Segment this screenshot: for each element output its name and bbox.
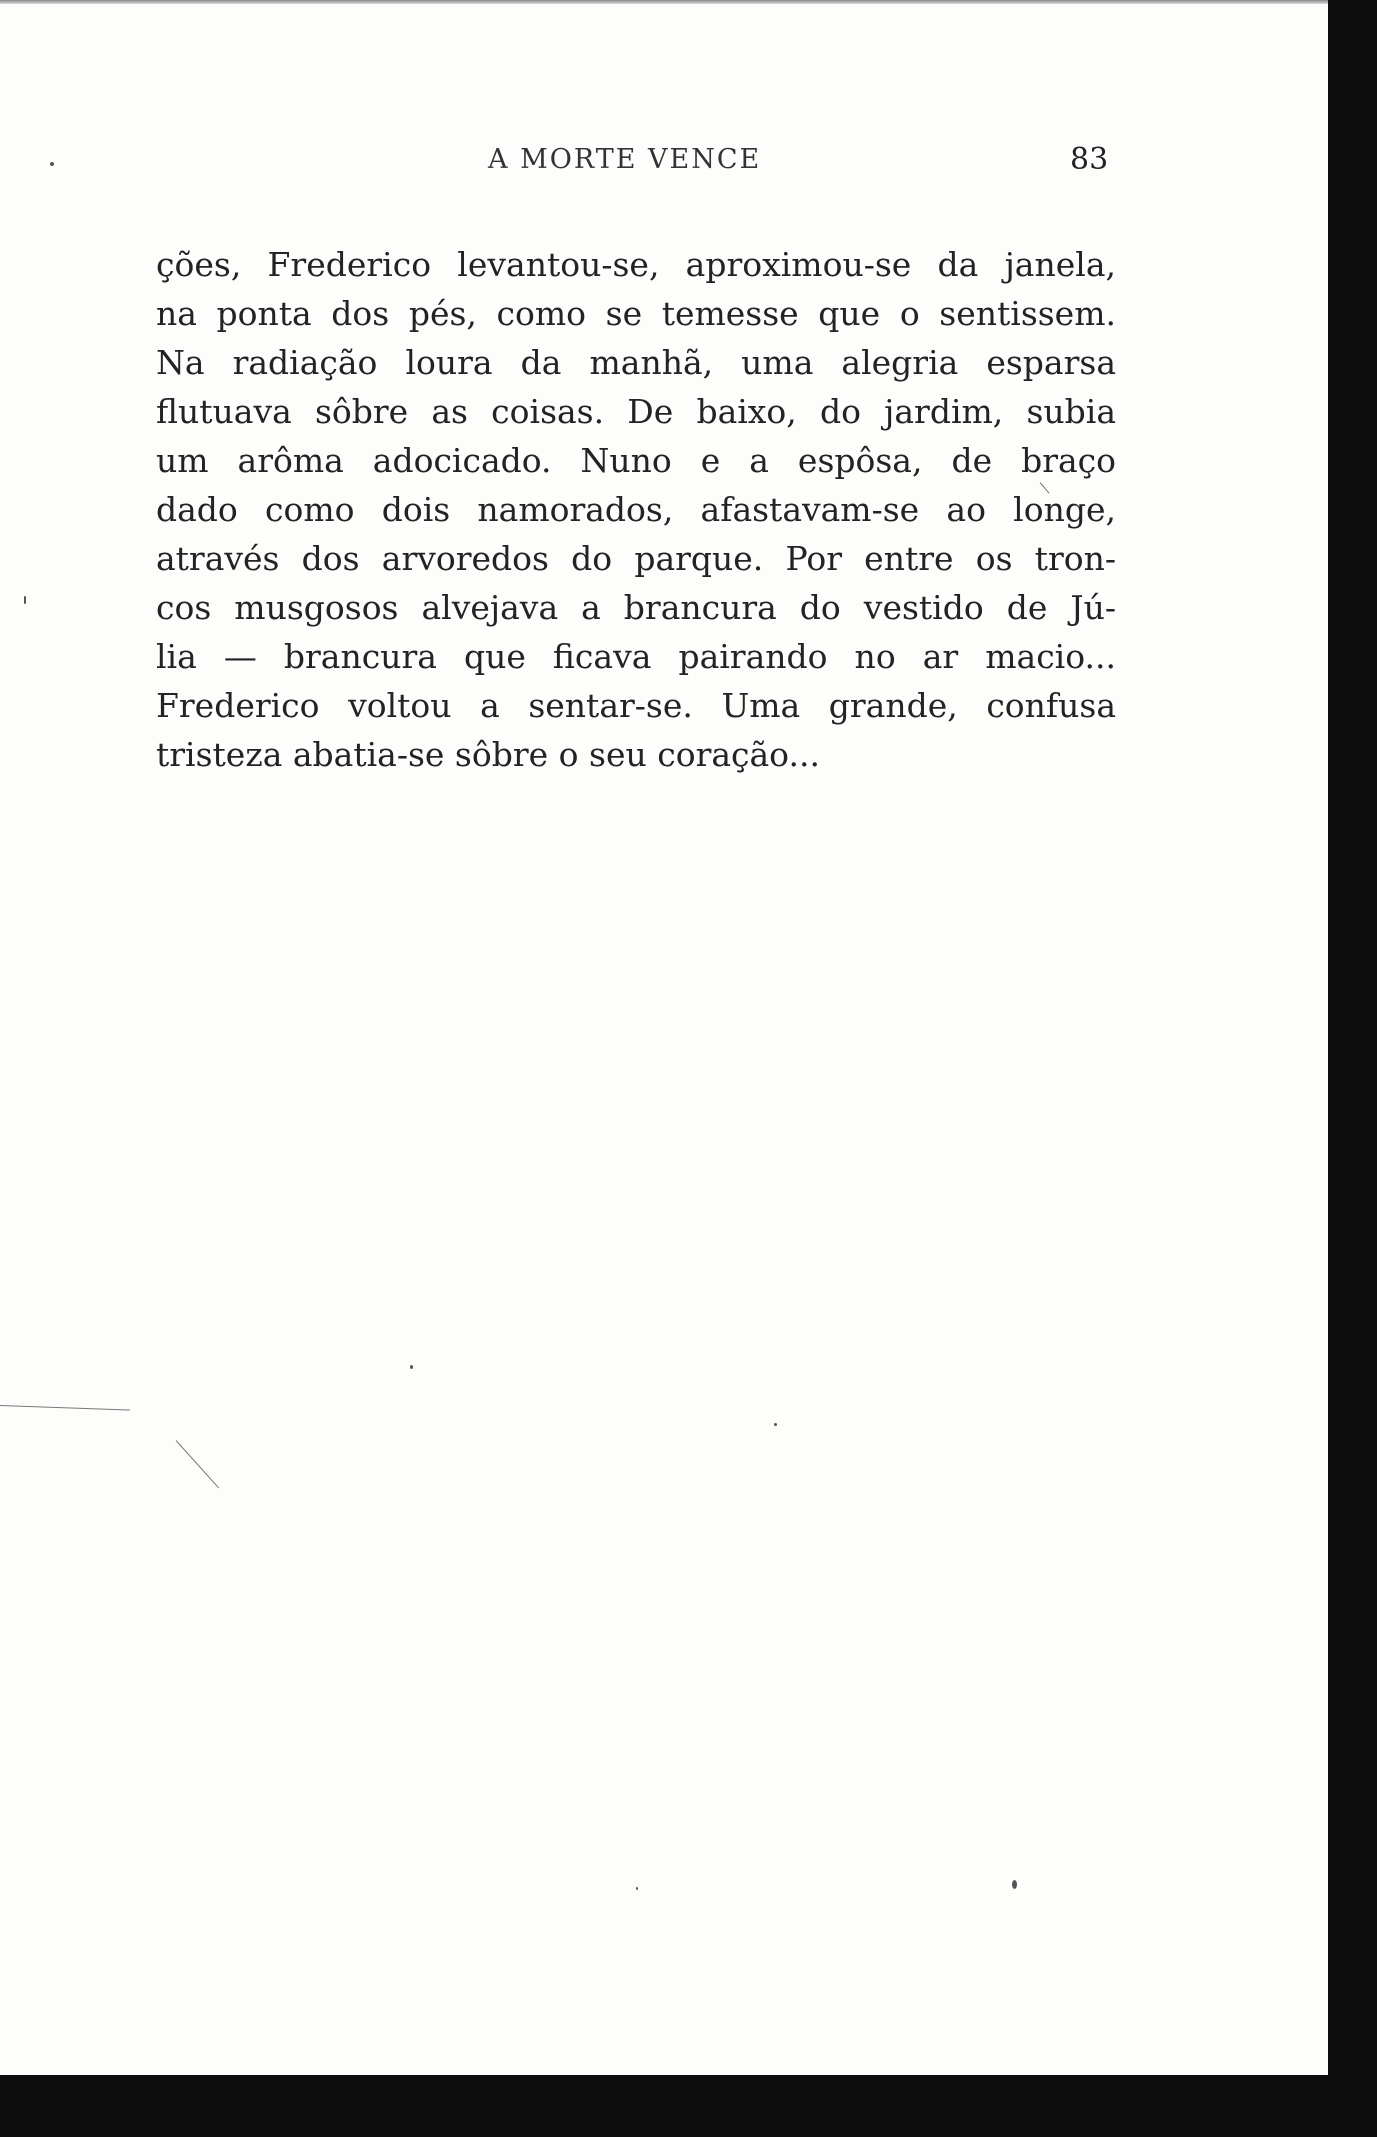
text-line: flutuava sôbre as coisas. De baixo, do jardim, subia bbox=[156, 392, 1116, 431]
body-text bbox=[156, 240, 1116, 779]
text-line: na ponta dos pés, como se temesse que o sentissem. bbox=[156, 294, 1116, 333]
scan-bottom-border bbox=[0, 2075, 1377, 2137]
text-line: cos musgosos alvejava a brancura do vestido de Jú- bbox=[156, 588, 1116, 627]
text-line: dado como dois namorados, afastavam-se ao longe, bbox=[156, 490, 1116, 529]
scan-right-border bbox=[1328, 0, 1377, 2137]
text-line: através dos arvoredos do parque. Por entre os tron- bbox=[156, 539, 1116, 578]
running-title: A MORTE VENCE bbox=[488, 144, 762, 175]
text-line: tristeza abatia-se sôbre o seu coração... bbox=[156, 735, 820, 774]
scan-speck bbox=[410, 1365, 413, 1369]
scan-speck bbox=[636, 1887, 638, 1890]
running-header bbox=[0, 142, 1130, 182]
page-number: 83 bbox=[1070, 142, 1109, 177]
text-line: um arôma adocicado. Nuno e a espôsa, de braço bbox=[156, 441, 1116, 480]
text-line: lia — brancura que ficava pairando no ar macio... bbox=[156, 637, 1116, 676]
text-line: Na radiação loura da manhã, uma alegria esparsa bbox=[156, 343, 1116, 382]
scan-scratch bbox=[0, 1405, 130, 1411]
scan-top-edge bbox=[0, 0, 1330, 4]
scan-speck bbox=[50, 162, 54, 166]
text-line: ções, Frederico levantou-se, aproximou-se da janela, bbox=[156, 245, 1116, 284]
scan-scratch bbox=[176, 1440, 220, 1488]
scan-speck bbox=[24, 596, 26, 604]
text-line: Frederico voltou a sentar-se. Uma grande, confusa bbox=[156, 686, 1116, 725]
scan-speck bbox=[1012, 1880, 1017, 1889]
scan-speck bbox=[774, 1423, 777, 1426]
